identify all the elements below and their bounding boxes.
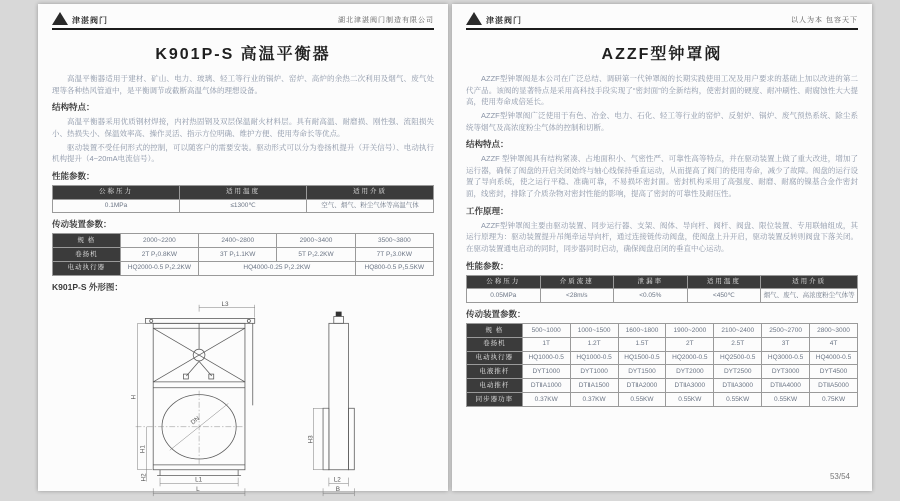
row-label-cell: 电液推杆 (467, 365, 523, 379)
table-row (53, 248, 434, 262)
table-cell: 0.37KW (522, 393, 570, 407)
section-heading-structure: 结构特点： (52, 102, 95, 113)
header-rule (52, 28, 434, 30)
dim-label-l1: L1 (195, 476, 203, 484)
table-cell: 空气、烟气、粉尘气体等高温气体 (307, 199, 434, 213)
section-heading-transmission: 传动装置参数： (52, 219, 112, 230)
table-cell: DTⅡA1500 (570, 379, 618, 393)
table-cell: DTⅡA3000 (714, 379, 762, 393)
table-header-row (467, 275, 858, 289)
section-heading-transmission: 传动装置参数： (466, 309, 526, 320)
company-logo (52, 12, 108, 25)
table-cell: 5T P₁2.2KW (277, 248, 355, 262)
table-cell: 0.55KW (618, 393, 666, 407)
table-cell: 1600~1800 (618, 324, 666, 338)
table-cell: 0.75KW (810, 393, 858, 407)
table-cell: 3T P₁1.1KW (199, 248, 277, 262)
section-heading-structure: 结构特点： (466, 139, 509, 150)
table-row (467, 393, 858, 407)
page-title: AZZF型钟罩阀 (601, 46, 723, 63)
table-cell: DYT4500 (810, 365, 858, 379)
table-cell: DYT1000 (522, 365, 570, 379)
dim-label-l: L (196, 485, 200, 493)
table-cell: 2.5T (714, 337, 762, 351)
table-cell: 1000~1500 (570, 324, 618, 338)
intro-paragraph-2: AZZF型钟罩阀广泛使用于有色、冶金、电力、石化、轻工等行业的窑炉、反射炉、锅炉、废气预热系统、除尘系统等烟气及高浓度粉尘气体的控制和切断。 (466, 110, 858, 132)
mountain-logo-icon (466, 12, 482, 25)
table-cell: 500~1000 (522, 324, 570, 338)
transmission-table (52, 233, 434, 275)
table-row (467, 289, 858, 303)
page-header (52, 10, 434, 28)
page-number: 53/54 (829, 472, 850, 481)
table-cell: HQ1000-0.5 (570, 351, 618, 365)
page-title: K901P-S 高温平衡器 (155, 46, 331, 63)
table-cell: 0.37KW (570, 393, 618, 407)
table-header-cell: 适用温度 (180, 185, 307, 199)
table-row (53, 234, 434, 248)
row-label-cell: 卷扬机 (467, 337, 523, 351)
table-header-cell: 介质流速 (540, 275, 614, 289)
table-cell: <28m/s (540, 289, 614, 303)
table-cell: 0.55KW (762, 393, 810, 407)
table-cell: HQ800-0.5 P₁5.5KW (355, 261, 433, 275)
outline-drawing (52, 296, 434, 501)
principle-paragraph: AZZF型钟罩阀主要由驱动装置、同步运行器、支架、阀体、导向杆、阀杆、阀盘、限位装置、专用联轴组成，其运行原理为：驱动装置提升吊绳牵运导向杆，通过连接链传动阀盘，使阀盘上升开启，驱动装置反转则阀盘下落关闭。在驱动装置通电启动的同时，同步器同时启动，确保阀盘启闭的垂直中心运动。 (466, 220, 858, 253)
row-label-cell: 电动执行器 (53, 261, 121, 275)
table-cell: HQ1000-0.5 (522, 351, 570, 365)
header-rule (466, 28, 858, 30)
row-label-cell: 规 格 (53, 234, 121, 248)
logo-text: 津湛阀门 (72, 16, 108, 25)
table-cell: 2T (666, 337, 714, 351)
table-cell: DTⅡA5000 (810, 379, 858, 393)
table-cell: 2T P₁0.8KW (120, 248, 198, 262)
table-cell: 2000~2200 (120, 234, 198, 248)
table-cell: 4T (810, 337, 858, 351)
table-cell: HQ2000-0.5 P₁2.2KW (120, 261, 198, 275)
section-heading-performance: 性能参数： (466, 260, 509, 271)
table-header-cell: 公称压力 (53, 185, 180, 199)
table-cell: <0.05% (614, 289, 688, 303)
dim-label-l2: L2 (333, 476, 341, 484)
mountain-logo-icon (52, 12, 68, 25)
table-row (53, 261, 434, 275)
dim-label-h3: H3 (307, 435, 315, 444)
table-cell: DYT1500 (618, 365, 666, 379)
catalog-page-right (452, 4, 872, 491)
table-cell: HQ1500-0.5 (618, 351, 666, 365)
dim-label-dn: DN (189, 414, 202, 427)
table-cell: DTⅡA3000 (666, 379, 714, 393)
table-cell: ≤1300℃ (180, 199, 307, 213)
table-header-cell: 适用温度 (687, 275, 761, 289)
section-heading-principle: 工作原理： (466, 205, 509, 216)
table-header-row (53, 185, 434, 199)
table-row (467, 379, 858, 393)
table-cell: 7T P₁3.0KW (355, 248, 433, 262)
table-cell: 2400~2800 (199, 234, 277, 248)
dim-label-b: B (335, 485, 340, 493)
company-slogan: 以人为本 包容天下 (791, 17, 858, 24)
table-cell: 1.5T (618, 337, 666, 351)
table-cell: 1900~2000 (666, 324, 714, 338)
table-cell: 3500~3800 (355, 234, 433, 248)
table-header-cell: 适用介质 (761, 275, 858, 289)
table-cell: 0.55KW (714, 393, 762, 407)
row-label-cell: 规 格 (467, 324, 523, 338)
table-header-cell: 公称压力 (467, 275, 541, 289)
table-cell: DYT1000 (570, 365, 618, 379)
section-heading-outline: K901P-S 外形图： (52, 281, 123, 292)
table-cell: DYT3000 (762, 365, 810, 379)
table-row (467, 365, 858, 379)
transmission-table (466, 323, 858, 407)
table-cell: HQ3000-0.5 (762, 351, 810, 365)
table-row (467, 337, 858, 351)
table-cell: HQ2000-0.5 (666, 351, 714, 365)
row-label-cell: 电动执行器 (467, 351, 523, 365)
page-header (466, 10, 858, 28)
valve-outline-diagram (73, 296, 413, 501)
intro-paragraph: 高温平衡器适用于建材、矿山、电力、玻璃、轻工等行业的锅炉、窑炉、高炉的余热二次利用及烟气、废气处理等各种热风管道中，是平衡调节或截断高温气体的理想设备。 (52, 74, 434, 95)
table-cell: DTⅡA1000 (522, 379, 570, 393)
performance-table (466, 275, 858, 304)
table-cell: DYT2500 (714, 365, 762, 379)
table-cell: 0.55KW (666, 393, 714, 407)
performance-table (52, 185, 434, 214)
logo-text: 津湛阀门 (486, 16, 522, 25)
table-row (53, 199, 434, 213)
table-cell: 0.05MPa (467, 289, 541, 303)
row-label-cell: 卷扬机 (53, 248, 121, 262)
structure-paragraph-2: 驱动装置不受任何形式的控制，可以随客户的需要安装。驱动形式可以分为卷扬机提升（开关信号）、电动执行机构提升（4~20mA电流信号）。 (52, 142, 434, 164)
table-cell: 2500~2700 (762, 324, 810, 338)
table-cell: HQ4000-0.5 (810, 351, 858, 365)
section-heading-performance: 性能参数： (52, 170, 95, 181)
company-name: 湖北津湛阀门制造有限公司 (338, 17, 434, 24)
table-row (467, 351, 858, 365)
catalog-page-left (38, 4, 448, 491)
dim-label-l3: L3 (221, 300, 229, 308)
structure-paragraph: AZZF 型钟罩阀具有结构紧凑、占地面积小、气密性严、可靠性高等特点，并在驱动装置上做了重大改进，增加了运行器，确保了阀盘的开启关闭始终与轴心线保持垂直运动，从而提高了阀门的使用寿命，减少了故障。阀盘的运行设置了导向系统，使之运行平稳、准确可靠，不易损坏密封面。密封机构采用了高强度、耐磨、耐腐的镍基合金作密封面，线密封，排除了介质杂物对密封性能的影响，提高了密封的可靠性及耐压性。 (466, 154, 858, 198)
table-row (467, 324, 858, 338)
table-cell: DYT2000 (666, 365, 714, 379)
dim-label-h: H (130, 394, 138, 400)
table-cell: 2100~2400 (714, 324, 762, 338)
row-label-cell: 电动推杆 (467, 379, 523, 393)
company-logo (466, 12, 522, 25)
table-header-cell: 适用介质 (307, 185, 434, 199)
table-cell: 0.1MPa (53, 199, 180, 213)
intro-paragraph-1: AZZF型钟罩阀是本公司在广泛总结、调研第一代钟罩阀的长期实践使用工况及用户要求的基础上加以改进的第二代产品。该阀的显著特点是采用高科技手段实现了“密封面”的全新结构，使密封面的硬度、耐冲刷性、耐腐蚀性大大提高，使用寿命成倍延长。 (466, 74, 858, 107)
row-label-cell: 同步器功率 (467, 393, 523, 407)
dim-label-h1: H1 (139, 444, 147, 453)
table-cell: 2900~3400 (277, 234, 355, 248)
table-cell: <450℃ (687, 289, 761, 303)
table-cell: DTⅡA4000 (762, 379, 810, 393)
structure-paragraph-1: 高温平衡器采用优质钢材焊接，内衬热固钢及双层保温耐火材料层。具有耐高温、耐磨损、刚性强、流阻损失小、热损失小、保温效率高、操作灵活、指示方位明确、维护方便、使用寿命长等优点。 (52, 117, 434, 138)
table-cell: HQ4000-0.25 P₁2.2KW (199, 261, 356, 275)
table-cell: DTⅡA2000 (618, 379, 666, 393)
table-header-cell: 泄漏率 (614, 275, 688, 289)
table-cell: HQ2500-0.5 (714, 351, 762, 365)
table-cell: 1T (522, 337, 570, 351)
table-cell: 3T (762, 337, 810, 351)
dim-label-h2: H2 (140, 473, 148, 482)
table-cell: 2800~3000 (810, 324, 858, 338)
table-cell: 烟气、废气、高浓度粉尘气体等 (761, 289, 858, 303)
table-cell: 1.2T (570, 337, 618, 351)
